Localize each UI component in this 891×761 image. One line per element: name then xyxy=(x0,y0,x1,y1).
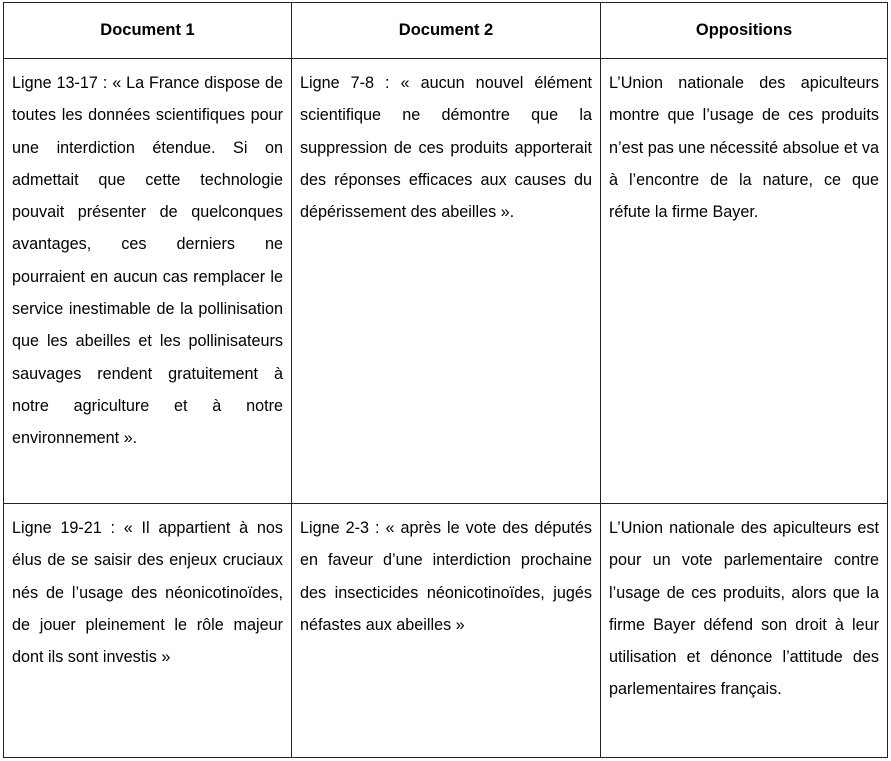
cell-oppositions-text: L’Union nationale des apiculteurs montre que l’usage de ces produits n’est pas une nécessité absolue et va à l’encontre de la nature, ce que réfute la firme Bayer. xyxy=(609,74,879,222)
table-cell xyxy=(4,504,292,758)
table-cell xyxy=(292,59,601,504)
table-cell xyxy=(292,504,601,758)
cell-oppositions-text: L’Union nationale des apiculteurs est pour un vote parlementaire contre l’usage de ces produits, alors que la firme Bayer défend son droit à leur utilisation et dénonce l’attitude des parlementaires français. xyxy=(609,519,879,699)
table-cell xyxy=(4,59,292,504)
header-row xyxy=(4,3,888,59)
table-cell xyxy=(601,504,888,758)
cell-document-2-text: Ligne 7-8 : « aucun nouvel élément scientifique ne démontre que la suppression de ces produits apporterait des réponses efficaces aux causes du dépérissement des abeilles ». xyxy=(300,74,592,222)
header-document-1: Document 1 xyxy=(4,3,292,59)
comparison-table xyxy=(3,2,888,758)
cell-document-1-text: Ligne 13-17 : « La France dispose de toutes les données scientifiques pour une interdiction étendue. Si on admettait que cette technologie pouvait présenter de quelconques avantages, ces derniers ne pourraient en aucun cas remplacer le service inestimable de la pollinisation que les abeilles et les pollinisateurs sauvages rendent gratuitement à notre agriculture et à notre environnement ». xyxy=(12,74,283,448)
table-row xyxy=(4,504,888,758)
cell-document-2-text: Ligne 2-3 : « après le vote des députés en faveur d’une interdiction prochaine des insecticides néonicotinoïdes, jugés néfastes aux abeilles » xyxy=(300,519,592,634)
header-document-2: Document 2 xyxy=(292,3,601,59)
table-cell xyxy=(601,59,888,504)
table-row xyxy=(4,59,888,504)
header-oppositions: Oppositions xyxy=(601,3,888,59)
cell-document-1-text: Ligne 19-21 : « Il appartient à nos élus de se saisir des enjeux cruciaux nés de l’usage des néonicotinoïdes, de jouer pleinement le rôle majeur dont ils sont investis » xyxy=(12,519,283,667)
